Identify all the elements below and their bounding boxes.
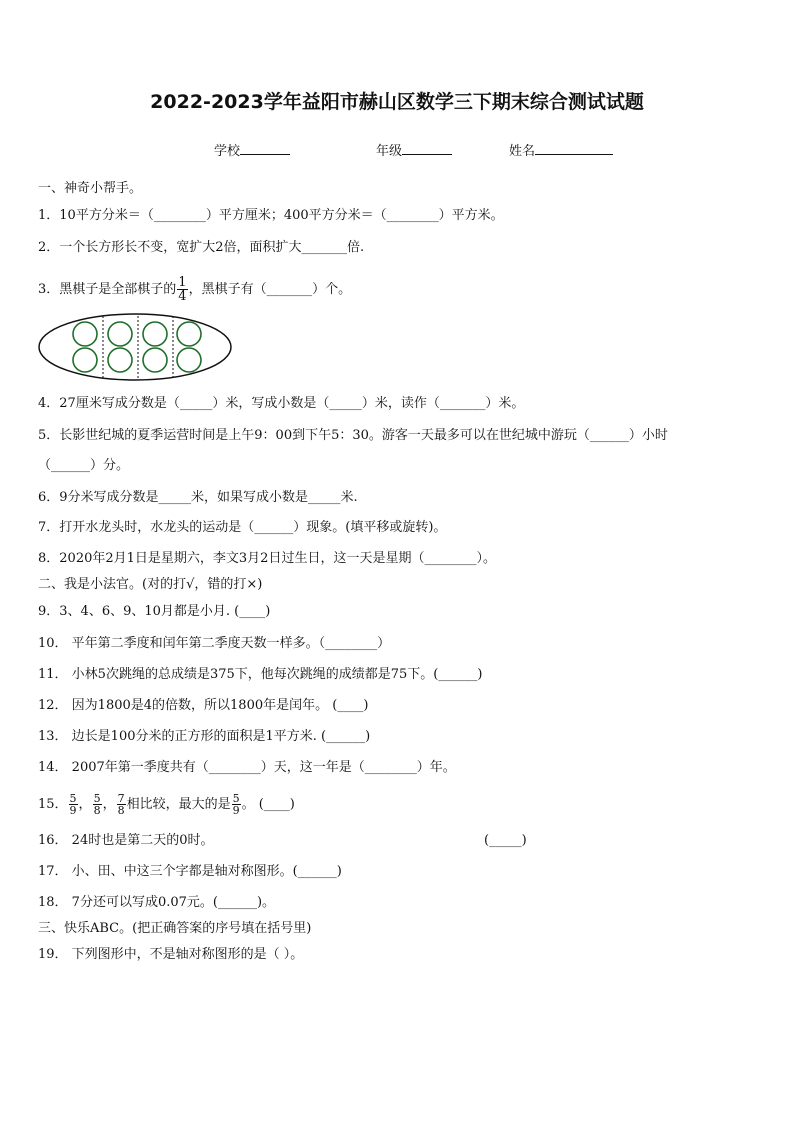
question-8: 8．2020年2月1日是星期六，李文3月2日过生日，这一天是星期（________）。 bbox=[38, 551, 496, 566]
chess-piece bbox=[108, 322, 132, 346]
question-7: 7．打开水龙头时，水龙头的运动是（______）现象。(填平移或旋转)。 bbox=[38, 520, 447, 535]
grade-blank[interactable] bbox=[402, 141, 452, 155]
fraction-denominator: 8 bbox=[117, 804, 125, 817]
question-15 bbox=[38, 793, 295, 816]
question-16-blank: (_____) bbox=[484, 833, 527, 848]
section-3-heading: 三、快乐ABC。(把正确答案的序号填在括号里) bbox=[38, 921, 312, 936]
question-11: 11． 小林5次跳绳的总成绩是375下，他每次跳绳的成绩都是75下。(______) bbox=[38, 667, 483, 682]
school-blank[interactable] bbox=[240, 141, 290, 155]
fraction-numerator: 7 bbox=[117, 792, 125, 805]
question-4: 4．27厘米写成分数是（_____）米，写成小数是（_____）米，读作（_______）米。 bbox=[38, 396, 525, 411]
name-label: 姓名 bbox=[509, 144, 536, 159]
fraction-denominator: 8 bbox=[93, 804, 101, 817]
grade-field bbox=[376, 140, 452, 159]
separator: ， bbox=[102, 797, 116, 812]
oval-outline bbox=[39, 314, 231, 380]
fraction-denominator: 9 bbox=[232, 804, 240, 817]
question-1: 1．10平方分米＝（________）平方厘米；400平方分米＝（________）平方米。 bbox=[38, 208, 504, 223]
question-2: 2．一个长方形长不变，宽扩大2倍，面积扩大_______倍. bbox=[38, 240, 365, 255]
question-6: 6．9分米写成分数是_____米，如果写成小数是_____米. bbox=[38, 490, 358, 505]
chess-piece bbox=[73, 322, 97, 346]
fraction-five-eighths bbox=[93, 793, 102, 816]
fraction-one-quarter bbox=[177, 276, 187, 303]
fraction-numerator: 5 bbox=[232, 792, 240, 805]
school-field bbox=[214, 140, 290, 159]
fraction-numerator: 5 bbox=[69, 792, 77, 805]
question-3-prefix: 3．黑棋子是全部棋子的 bbox=[38, 282, 177, 297]
grade-label: 年级 bbox=[376, 144, 403, 159]
question-18: 18． 7分还可以写成0.07元。(______)。 bbox=[38, 895, 276, 910]
fraction-numerator: 5 bbox=[93, 792, 101, 805]
chess-pieces bbox=[73, 322, 201, 372]
question-13: 13． 边长是100分米的正方形的面积是1平方米. (______) bbox=[38, 729, 371, 744]
section-2-heading: 二、我是小法官。(对的打√，错的打×) bbox=[38, 577, 263, 592]
chess-piece bbox=[177, 348, 201, 372]
question-9: 9．3、4、6、9、10月都是小月. (____) bbox=[38, 604, 271, 619]
question-15-number: 15． bbox=[38, 797, 68, 812]
question-3-suffix: ，黑棋子有（_______）个。 bbox=[188, 282, 352, 297]
question-17: 17． 小、田、中这三个字都是轴对称图形。(______) bbox=[38, 864, 342, 879]
chess-pieces-figure bbox=[37, 313, 235, 383]
name-blank[interactable] bbox=[535, 141, 613, 155]
fraction-five-ninths-answer bbox=[232, 793, 241, 816]
chess-piece bbox=[108, 348, 132, 372]
question-15-suffix: 。 (____) bbox=[241, 797, 295, 812]
question-3 bbox=[38, 276, 351, 303]
fraction-five-ninths bbox=[69, 793, 78, 816]
fraction-denominator: 9 bbox=[69, 804, 77, 817]
chess-piece bbox=[73, 348, 97, 372]
separator: ， bbox=[78, 797, 92, 812]
question-14: 14． 2007年第一季度共有（________）天，这一年是（________）年。 bbox=[38, 760, 456, 775]
question-15-text: 相比较，最大的是 bbox=[126, 797, 231, 812]
question-16: 16． 24时也是第二天的0时。 bbox=[38, 833, 214, 848]
fraction-numerator: 1 bbox=[178, 275, 187, 290]
question-12: 12． 因为1800是4的倍数，所以1800年是闰年。 (____) bbox=[38, 698, 369, 713]
page-title: 2022-2023学年益阳市赫山区数学三下期末综合测试试题 bbox=[150, 91, 644, 113]
question-10: 10． 平年第二季度和闰年第二季度天数一样多。（________） bbox=[38, 636, 391, 651]
chess-piece bbox=[177, 322, 201, 346]
question-19: 19． 下列图形中，不是轴对称图形的是（ ）。 bbox=[38, 947, 304, 962]
name-field bbox=[509, 140, 613, 159]
school-label: 学校 bbox=[214, 144, 241, 159]
question-5-line-1: 5．长影世纪城的夏季运营时间是上午9：00到下午5：30。游客一天最多可以在世纪城中游玩（______）小时 bbox=[38, 428, 668, 443]
fraction-seven-eighths bbox=[117, 793, 126, 816]
chess-piece bbox=[143, 348, 167, 372]
section-1-heading: 一、神奇小帮手。 bbox=[38, 181, 143, 196]
fraction-denominator: 4 bbox=[178, 289, 187, 304]
question-5-line-2: （______）分。 bbox=[38, 458, 130, 473]
chess-piece bbox=[143, 322, 167, 346]
